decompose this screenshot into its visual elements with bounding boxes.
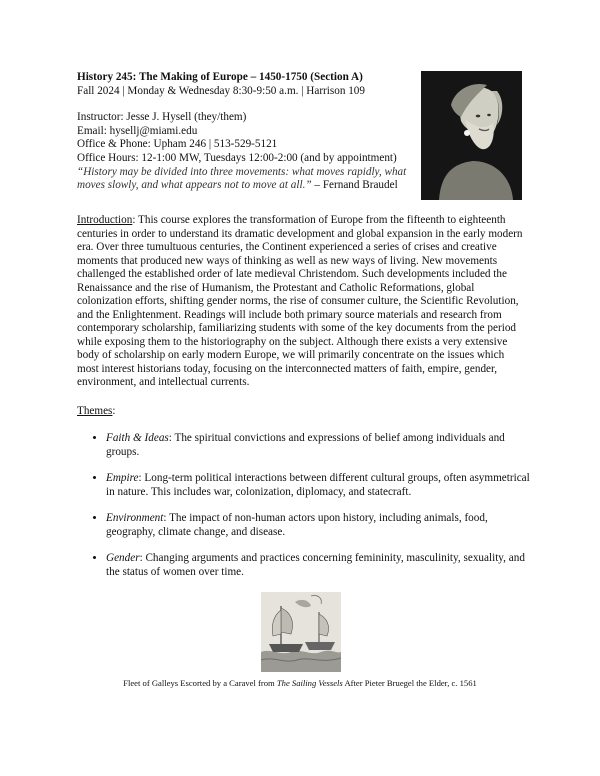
epigraph [77,166,422,193]
instructor-name: Instructor: Jesse J. Hysell (they/them) [77,111,247,124]
portrait-image [421,71,522,200]
theme-text: : The impact of non-human actors upon history, including animals, food, geography, climate change, and disease. [106,512,488,538]
introduction-text: : This course explores the transformation of Europe from the fifteenth to eighteenth centuries in order to understand its dramatic development and global expansion in the early modern era. Over three tumultuous centuries, the Continent experienced a series of crises and creative moments that produced new ways of thinking as well as new ways of living. New movements challenged the established order of late medieval Christendom. Such developments included the Renaissance and the rise of Humanism, the Protestant and Catholic Reformations, global colonization efforts, shifting gender norms, the rise of consumer culture, the Scientific Revolution, and the Enlightenment. Readings will include both primary source materials and research from contemporary scholarship, familiarizing students with some of the key documents from the period while exposing them to the historiography on the subject. Although there exists a very extensive body of scholarship on early modern Europe, we will primarily concentrate on the issues which most interest historians today, focusing on the interconnected matters of faith, empire, gender, environment, and intellectual currents. [77,214,523,388]
theme-text: : Long-term political interactions between different cultural groups, often asymmetrical in nature. This includes war, colonization, diplomacy, and statecraft. [106,472,530,498]
theme-item [106,512,536,539]
themes-heading: Themes: [77,405,116,417]
introduction-paragraph [77,214,523,390]
theme-item [106,432,536,459]
theme-text: : Changing arguments and practices concerning femininity, masculinity, sexuality, and the status of women over time. [106,552,525,578]
ship-engraving-image [261,592,341,672]
introduction-heading: Introduction [77,214,133,226]
course-header [77,71,407,193]
office-phone: Office & Phone: Upham 246 | 513-529-5121 [77,138,278,151]
theme-term: Faith & Ideas [106,432,169,444]
theme-text: : The spiritual convictions and expressions of belief among individuals and groups. [106,432,505,458]
theme-term: Empire [106,472,139,484]
instructor-email: Email: hysellj@miami.edu [77,124,198,137]
image-caption: Fleet of Galleys Escorted by a Caravel from The Sailing Vessels After Pieter Bruegel the Elder, c. 1561 [123,678,477,688]
course-schedule: Fall 2024 | Monday & Wednesday 8:30-9:50 a.m. | Harrison 109 [77,84,365,97]
theme-item [106,552,536,579]
theme-term: Environment [106,512,164,524]
office-hours: Office Hours: 12-1:00 MW, Tuesdays 12:00-2:00 (and by appointment) [77,151,397,164]
course-title: History 245: The Making of Europe – 1450-1750 (Section A) [77,71,363,83]
epigraph-author: – Fernand Braudel [311,179,398,192]
theme-term: Gender [106,552,140,564]
themes-list [88,432,536,592]
theme-item [106,472,536,499]
epigraph-quote: “History may be divided into three movements: what moves rapidly, what moves slowly, and what appears not to move at all.” [77,165,407,192]
caption-work-title: The Sailing Vessels [276,678,343,688]
